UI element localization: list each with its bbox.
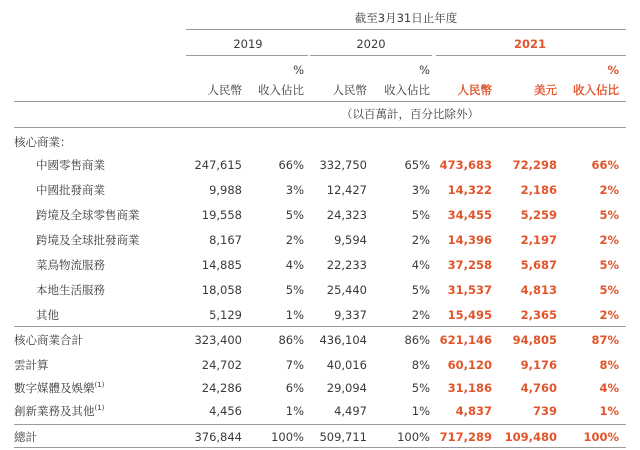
footnote-marker: (1) xyxy=(94,404,105,413)
cell-value: 72,298 xyxy=(512,158,557,172)
row-label: 總計 xyxy=(14,430,37,444)
cell-value: 247,615 xyxy=(194,158,242,172)
cell-value: 5% xyxy=(411,381,430,395)
cell-value: 2% xyxy=(411,308,430,322)
col-header-label: 收入佔比 xyxy=(573,83,619,97)
rule-line xyxy=(310,55,432,56)
cell-value: 5,259 xyxy=(520,208,557,222)
cell-value: 86% xyxy=(278,333,304,347)
cell-value: 15,495 xyxy=(447,308,492,322)
period-heading: 截至3月31日止年度 xyxy=(354,11,458,25)
cell-value: 37,258 xyxy=(447,258,492,272)
cell-value: 9,176 xyxy=(520,358,557,372)
cell-value: 332,750 xyxy=(319,158,367,172)
cell-value: 1% xyxy=(285,308,304,322)
cell-value: 717,289 xyxy=(439,430,492,444)
cell-value: 4,456 xyxy=(209,404,242,418)
cell-value: 31,537 xyxy=(447,283,492,297)
row-label: 本地生活服務 xyxy=(36,283,105,297)
cell-value: 5% xyxy=(599,283,619,297)
cell-value: 22,233 xyxy=(326,258,367,272)
cell-value: 3% xyxy=(285,183,304,197)
cell-value: 323,400 xyxy=(194,333,242,347)
footnote-marker: (1) xyxy=(94,381,105,390)
col-header-label: 收入佔比 xyxy=(258,83,304,97)
cell-value: 8% xyxy=(599,358,619,372)
cell-value: 12,427 xyxy=(326,183,367,197)
unit-note: （以百萬計，百分比除外） xyxy=(341,107,479,121)
row-label: 雲計算 xyxy=(14,358,49,372)
cell-value: 40,016 xyxy=(326,358,367,372)
row-label: 其他 xyxy=(36,308,59,322)
rule-line xyxy=(436,55,626,56)
row-label: 核心商業合計 xyxy=(14,333,83,347)
col-header-label: 人民幣 xyxy=(457,83,492,97)
rule-line xyxy=(186,55,308,56)
cell-value: 2% xyxy=(285,233,304,247)
cell-value: 2% xyxy=(599,308,619,322)
cell-value: 25,440 xyxy=(326,283,367,297)
cell-value: 2,186 xyxy=(520,183,557,197)
cell-value: 94,805 xyxy=(512,333,557,347)
cell-value: 14,885 xyxy=(201,258,242,272)
col-header-unit: % xyxy=(607,63,619,77)
cell-value: 5% xyxy=(599,258,619,272)
rule-line xyxy=(186,29,626,30)
cell-value: 66% xyxy=(278,158,304,172)
cell-value: 24,286 xyxy=(201,381,242,395)
cell-value: 100% xyxy=(397,430,430,444)
cell-value: 1% xyxy=(285,404,304,418)
year-2020: 2020 xyxy=(356,37,386,51)
row-label: 菜鳥物流服務 xyxy=(36,258,105,272)
cell-value: 24,323 xyxy=(326,208,367,222)
rule-line xyxy=(14,326,626,327)
col-header-label: 人民幣 xyxy=(207,83,242,97)
row-label: 創新業務及其他$^{(1)}$ xyxy=(14,404,105,418)
cell-value: 18,058 xyxy=(201,283,242,297)
year-2019: 2019 xyxy=(233,37,263,51)
cell-value: 4,837 xyxy=(455,404,492,418)
cell-value: 7% xyxy=(285,358,304,372)
cell-value: 1% xyxy=(411,404,430,418)
cell-value: 2% xyxy=(411,233,430,247)
cell-value: 5,687 xyxy=(520,258,557,272)
section-title: 核心商業： xyxy=(14,135,72,149)
cell-value: 5% xyxy=(411,283,430,297)
cell-value: 473,683 xyxy=(439,158,492,172)
year-2021: 2021 xyxy=(513,37,546,51)
cell-value: 5% xyxy=(411,208,430,222)
cell-value: 100% xyxy=(583,430,619,444)
cell-value: 5% xyxy=(285,283,304,297)
cell-value: 24,702 xyxy=(201,358,242,372)
cell-value: 4% xyxy=(411,258,430,272)
cell-value: 4% xyxy=(285,258,304,272)
cell-value: 34,455 xyxy=(447,208,492,222)
cell-value: 9,988 xyxy=(209,183,242,197)
cell-value: 376,844 xyxy=(194,430,242,444)
cell-value: 6% xyxy=(285,381,304,395)
cell-value: 60,120 xyxy=(447,358,492,372)
rule-line xyxy=(14,447,626,448)
cell-value: 4% xyxy=(599,381,619,395)
cell-value: 86% xyxy=(404,333,430,347)
cell-value: 1% xyxy=(599,404,619,418)
row-label: 中國批發商業 xyxy=(36,183,105,197)
col-header-label: 美元 xyxy=(534,83,557,97)
cell-value: 5,129 xyxy=(209,308,242,322)
cell-value: 2,197 xyxy=(520,233,557,247)
cell-value: 4,813 xyxy=(520,283,557,297)
cell-value: 65% xyxy=(404,158,430,172)
cell-value: 100% xyxy=(271,430,304,444)
cell-value: 739 xyxy=(532,404,557,418)
cell-value: 2% xyxy=(599,183,619,197)
col-header-label: 收入佔比 xyxy=(384,83,430,97)
cell-value: 621,146 xyxy=(439,333,492,347)
col-header-label: 人民幣 xyxy=(332,83,367,97)
cell-value: 3% xyxy=(411,183,430,197)
cell-value: 4,760 xyxy=(520,381,557,395)
rule-line xyxy=(14,127,626,128)
cell-value: 29,094 xyxy=(326,381,367,395)
row-label: 跨境及全球零售商業 xyxy=(36,208,140,222)
col-header-unit: % xyxy=(419,63,430,77)
rule-line xyxy=(14,101,626,102)
cell-value: 14,322 xyxy=(447,183,492,197)
cell-value: 109,480 xyxy=(504,430,557,444)
cell-value: 2,365 xyxy=(520,308,557,322)
cell-value: 66% xyxy=(591,158,619,172)
cell-value: 31,186 xyxy=(447,381,492,395)
cell-value: 5% xyxy=(599,208,619,222)
cell-value: 87% xyxy=(591,333,619,347)
row-label: 跨境及全球批發商業 xyxy=(36,233,140,247)
cell-value: 8% xyxy=(411,358,430,372)
rule-line xyxy=(14,424,626,425)
cell-value: 9,337 xyxy=(334,308,367,322)
cell-value: 436,104 xyxy=(319,333,367,347)
row-label: 數字媒體及娛樂$^{(1)}$ xyxy=(14,381,105,395)
cell-value: 5% xyxy=(285,208,304,222)
col-header-unit: % xyxy=(293,63,304,77)
cell-value: 509,711 xyxy=(319,430,367,444)
cell-value: 19,558 xyxy=(201,208,242,222)
row-label: 中國零售商業 xyxy=(36,158,105,172)
cell-value: 4,497 xyxy=(334,404,367,418)
cell-value: 2% xyxy=(599,233,619,247)
cell-value: 14,396 xyxy=(447,233,492,247)
cell-value: 9,594 xyxy=(334,233,367,247)
cell-value: 8,167 xyxy=(209,233,242,247)
